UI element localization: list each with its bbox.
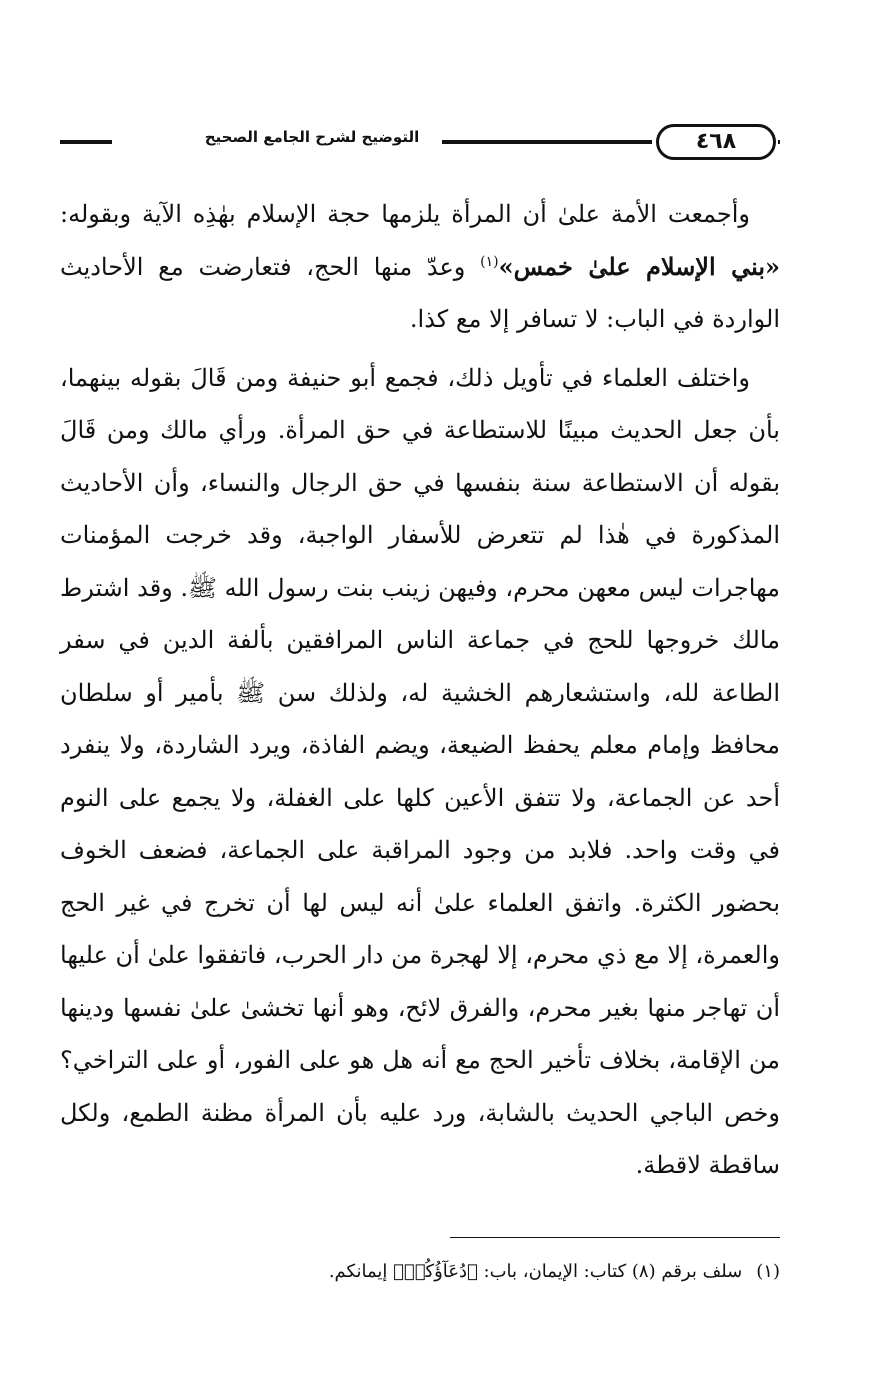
main-text — [60, 188, 780, 1192]
footnote — [60, 1257, 780, 1287]
page-number: ٤٦٨ — [656, 124, 776, 160]
header-rule — [60, 140, 112, 144]
header-rule — [442, 140, 652, 144]
header-rule — [778, 140, 780, 144]
footnote-text: سلف برقم (٨) كتاب: الإيمان، باب: ﴿دُعَآؤُكُمۡ﴾ إيمانكم. — [328, 1261, 743, 1282]
footnote-separator — [450, 1237, 780, 1238]
footnote-ref: (١) — [480, 253, 499, 270]
p1-end: وعدّ منها الحج، فتعارضت مع الأحاديث الواردة في الباب: لا تسافر إلا مع كذا. — [60, 252, 780, 333]
running-header — [60, 118, 780, 164]
p1-start: وأجمعت الأمة علىٰ أن المرأة يلزمها حجة الإسلام بهٰذِه الآية وبقوله: — [60, 200, 750, 228]
paragraph-2: واختلف العلماء في تأويل ذلك، فجمع أبو حنيفة ومن قَالَ بقوله بينهما، بأن جعل الحديث مبينًا للاستطاعة في حق المرأة. ورأي مالك ومن قَالَ بقوله أن الاستطاعة سنة بنفسها في حق الرجال والنساء، وأن الأحاديث المذكورة في هٰذا لم تتعرض للأسفار الواجبة، وقد خرجت المؤمنات مهاجرات ليس معهن محرم، وفيهن زينب بنت رسول الله ﷺ. وقد اشترط مالك خروجها للحج في جماعة الناس المرافقين بألفة الدين في سفر الطاعة لله، واستشعارهم الخشية له، ولذلك سن ﷺ بأمير أو سلطان محافظ وإمام معلم يحفظ الضيعة، ويضم الفاذة، ويرد الشاردة، ولا ينفرد أحد عن الجماعة، ولا تتفق الأعين كلها على الغفلة، ولا يجمع على النوم في وقت واحد. فلابد من وجود المراقبة على الجماعة، فضعف الخوف بحضور الكثرة. واتفق العلماء علىٰ أنه ليس لها أن تخرج في غير الحج والعمرة، إلا مع ذي محرم، إلا لهجرة من دار الحرب، فاتفقوا علىٰ أن عليها أن تهاجر منها بغير محرم، والفرق لائح، وهو أنها تخشىٰ علىٰ نفسها ودينها من الإقامة، بخلاف تأخير الحج مع أنه هل هو على الفور، أو على التراخي؟ وخص الباجي الحديث بالشابة، ورد عليه بأن المرأة مظنة الطمع، ولكل ساقطة لاقطة. — [60, 363, 780, 1179]
footnote-number: (١) — [756, 1261, 780, 1282]
hadith-quote: «بني الإسلام علىٰ خمس» — [498, 251, 781, 281]
paragraph-1 — [60, 188, 780, 346]
header-title: التوضيح لشرح الجامع الصحيح — [204, 128, 420, 146]
